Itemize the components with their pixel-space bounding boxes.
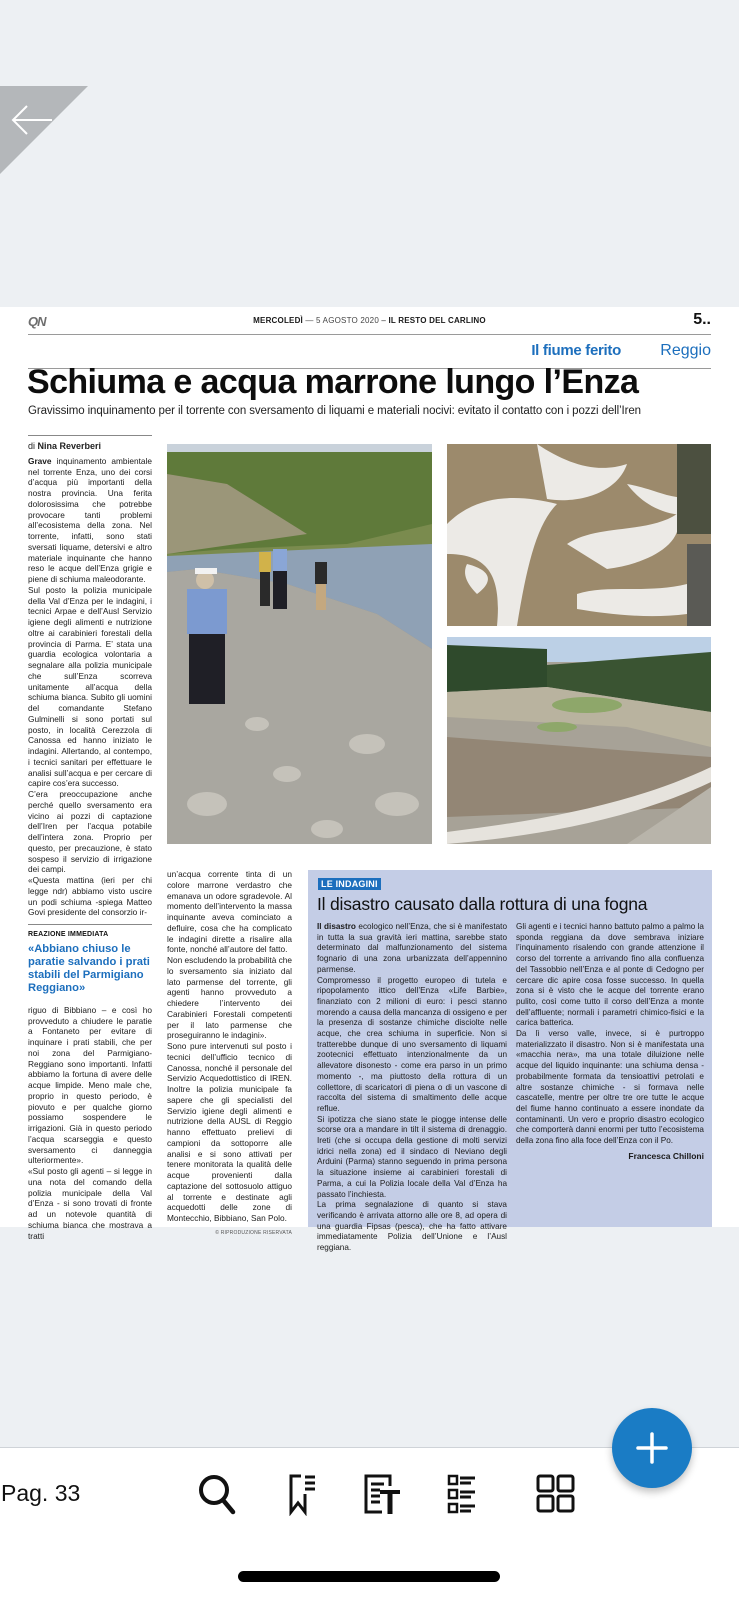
article-paragraph: C’era preoccupazione anche perché quello sversamento era vicino ai pozzi di captazione dell’Iren per l’acqua potabile dell’intera zona. Proprio per questo, per precauzione, è stato sospeso il servizio di irrigazione dei campi. <box>28 789 152 875</box>
page-indicator[interactable]: Pag. 33 <box>1 1480 81 1506</box>
sidebar-kicker: LE INDAGINI <box>318 878 381 890</box>
sidebar-column-2 <box>516 922 704 1161</box>
masthead <box>28 311 711 335</box>
publication-name: IL RESTO DEL CARLINO <box>388 316 486 325</box>
list-icon <box>443 1472 487 1516</box>
back-button[interactable] <box>0 86 88 174</box>
sidebar-paragraph: Si ipotizza che siano state le piogge intense delle scorse ora a mandare in tilt il sistema di drenaggio. Ireti (che si occupa della gestione di molti servizi idrici nella zona) ed il sindaco di Neviano degli Arduini (Parma) stanno seguendo in prima persona la situazione insieme ai carabinieri forestali di Parma, a cui la Polizia locale della Val d’Enza ha passato l’inchiesta. <box>317 1114 507 1199</box>
dateline <box>28 316 711 325</box>
add-button[interactable] <box>612 1408 692 1488</box>
home-indicator[interactable] <box>238 1571 500 1582</box>
bookmarks-button[interactable] <box>281 1472 325 1516</box>
table-of-contents-button[interactable] <box>443 1472 487 1516</box>
sidebar-paragraph <box>317 922 507 976</box>
article-paragraph: «Sul posto gli agenti – si legge in una nota del comando della polizia municipale della Val d’Enza - si sono trovati di fronte ad un notevole quantità di schiuma bianca che mostrava a tratti <box>28 1166 152 1241</box>
section-region: Reggio <box>660 342 711 359</box>
sidebar-paragraph: Da lì verso valle, invece, si è purtroppo materializzato il disastro. Non si è manifestata una «macchia nera», ma una totale diluizione nelle acque del liquido inquinante: una schiuma densa - probabilmente formata da tensioattivi petrolati e altre sostanze chimiche - si formava nelle cascatelle, mentre per oltre tre ore tutte le acque del fiume hanno continuato a essere inondate da contaminanti. Un vero e proprio disastro ecologico che comporterà danni enormi per tutto l’ecosistema della zona fino alla foce dell’Enza con il Po. <box>516 1029 704 1146</box>
plus-icon <box>635 1431 669 1465</box>
pull-quote: «Abbiano chiuso le paratie salvando i prati stabili del Parmigiano Reggiano» <box>28 942 150 994</box>
paragraph-text: ecologico nell’Enza, che si è manifestato in tutta la sua gravità ieri mattina, sarebbe stato determinato dal malfunzionamento del sistema fognario di una zona urbanizzata dell’appennino parmense. <box>317 922 507 974</box>
byline-author: Nina Reverberi <box>37 441 102 451</box>
pull-quote-block <box>28 924 152 995</box>
newspaper-page-number: 5.. <box>693 311 711 328</box>
dateline-separator: – <box>378 316 389 325</box>
search-button[interactable] <box>195 1472 239 1516</box>
section-title: Il fiume ferito <box>531 342 621 359</box>
lead-word: Grave <box>28 455 52 466</box>
sidebar-title: Il disastro causato dalla rottura di una fogna <box>317 894 648 914</box>
sidebar-column-1 <box>317 922 507 1254</box>
article-column-2 <box>167 869 292 1239</box>
article-paragraph: Sono pure intervenuti sul posto i tecnici dell’ufficio tecnico di Canossa, nonché il personale del Servizio Acquedottistico di IREN. Inoltre la polizia municipale fa sapere che gli specialisti del Servizio igiene degli alimenti e nutrizione della AUSL di Reggio hanno effettuato prelievi di campioni da sottoporre alle analisi e si sono attivati per tenere monitorata la qualità delle acque provenienti dalla captazione del sottosuolo attiguo al torrente e destinate agli acquedotti delle zone di Montecchio, Bibbiano, San Polo. <box>167 1041 292 1223</box>
article-subheadline: Gravissimo inquinamento per il torrente con sversamento di liquami e materiali nocivi: evitato il contatto con i pozzi dell’Iren <box>28 405 641 417</box>
article-headline: Schiuma e acqua marrone lungo l’Enza <box>27 363 639 401</box>
qn-logo: QN <box>28 314 46 329</box>
sidebar-paragraph: Gli agenti e i tecnici hanno battuto palmo a palmo la sponda reggiana da dove sembrava iniziare l’inquinamento risalendo con grande attenzione il corso del torrente a arrivando fino alla confluenza del Tassobbio nell’Enza e al ponte di Cedogno per cercare dic apire cosa fosse successo. In quella zona si è visto che le acque del torrente erano pulito, così come tutto il corso dell’Enza a monte dell’affluente; normali i parametri chimico-fisici e la carica batterica. <box>516 922 704 1028</box>
bookmark-list-icon <box>283 1472 323 1516</box>
newspaper-page[interactable] <box>0 307 739 1253</box>
article-text-button[interactable] <box>360 1472 404 1516</box>
lead-word: Il disastro <box>317 922 356 931</box>
dateline-day: MERCOLEDÌ <box>253 316 303 325</box>
byline-prefix: di <box>28 441 38 451</box>
photo-river-bed <box>447 637 711 844</box>
copyright-notice: © RIPRODUZIONE RISERVATA <box>215 1229 292 1236</box>
article-paragraph: riguo di Bibbiano – e così ho provveduto a chiudere le paratie a Fontaneto per evitare di inquinare i prati stabili, che per noi zona del Parmigiano-Reggiano sono importanti. Infatti abbiamo la fortuna di avere delle acque limpide. Meno male che, proprio in questo periodo, è piovuto e per qualche giorno possiamo sospendere le irrigazioni. Già in questo periodo l’acqua scarseggia e questo sversamento ci danneggia ulteriormente». <box>28 1004 152 1166</box>
article-paragraph: Non escludendo la probabilità che lo sversamento sia iniziato dal lato parmense del torrente, gli agenti hanno provveduto a chiedere l’intervento dei Carabinieri Forestali competenti per il lato parmense che proseguiranno le indagini». <box>167 955 293 1041</box>
sidebar-box <box>308 870 712 1253</box>
photo-riverbank-police <box>167 444 432 844</box>
grid-icon <box>534 1472 578 1516</box>
sidebar-author: Francesca Chilloni <box>628 1150 704 1161</box>
sidebar-paragraph: Compromesso il progetto europeo di tutela e ripopolamento ittico dell’Enza «Life Barbie», finanziato con 2 milioni di euro: i pesci stanno morendo a causa della mancanza di ossigeno e per la presenza di sostanze chimiche disciolte nelle acque, che crea schiuma in superficie. Non si tratterebbe dunque di uno sversamento di liquami zootecnici effettuato intenzionalmente da un allevatore disonesto - come era parso in un primo momento -, ma piuttosto della rottura di un collettore, di scaricatori di piena o di un vascone di raccolta del sistema di smaltimento delle acque reflue. <box>317 975 507 1113</box>
article-paragraph <box>28 456 152 585</box>
arrow-left-icon <box>0 86 88 174</box>
article-text-icon <box>360 1472 404 1516</box>
article-paragraph: «Questa mattina (ieri per chi legge ndr) abbiamo visto uscire un podi schiuma -spiega Matteo Govi presidente del consorzio ir- <box>28 875 152 918</box>
paragraph-text: inquinamento ambientale nel torrente Enza, uno dei corsi d’acqua più importanti della nostra provincia. Una ferita dolorosissima che potrebbe provocare tanti problemi all’ecosistema della zona. Nel torrente, infatti, sono stati sversati liquame, detersivi e altro materiale inquinante che hanno reso le acque dell’Enza grigie e piene di schiuma maleodorante. <box>28 455 152 584</box>
search-icon <box>195 1472 239 1516</box>
dateline-separator: — <box>302 316 317 325</box>
sidebar-paragraph: La prima segnalazione di quanto si stava verificando è arrivata attorno alle ore 8, ad opera di una guardia Fipsas (pesca), che ha fatto attivare immediatamente Polizia dell’Unione e l’Ausl reggiana. <box>317 1200 507 1253</box>
photo-foamy-water <box>447 444 711 626</box>
pull-quote-kicker: REAZIONE IMMEDIATA <box>28 931 109 938</box>
article-paragraph: un’acqua corrente tinta di un colore marrone verdastro che emanava un odore sgradevole. Al momento dell’intervento la massa inquinante aveva cominciato a defluire, cosa che ha complicato le indagini dirette a risalire alla fonte, nonché all’autore del fatto. <box>167 869 292 955</box>
article-column-1 <box>28 435 152 1241</box>
byline <box>28 441 152 452</box>
article-paragraph: Sul posto la polizia municipale della Val d’Enza per le indagini, i tecnici Arpae e dell’Ausl Servizio igiene degli alimenti e nutrizione oltre ai carabinieri forestali della provincia di Parma. E’ stata una guardia ecologica volontaria a segnalare alla polizia municipale che sull’Enza scorreva unitamente all’acqua della schiuma bianca. Subito gli uomini del comandante Stefano Gulminelli si sono portati sul posto, in località Cerezzola di Canossa ed hanno iniziato le indagini. Allertando, al contempo, i tecnici sanitari per effettuare le analisi sull’acqua e per cercare di capire cos’era successo. <box>28 584 152 789</box>
dateline-date: 5 AGOSTO 2020 <box>316 316 379 325</box>
page-grid-button[interactable] <box>534 1472 578 1516</box>
